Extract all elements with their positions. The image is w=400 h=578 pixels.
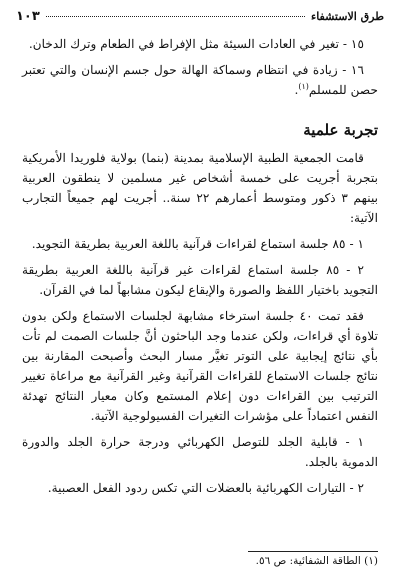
measure-item-2: ٢ - التيارات الكهربائية بالعضلات التي تكس ردود الفعل العصبية.: [47, 481, 364, 495]
measure-item-1: ١ - قابلية الجلد للتوصل الكهربائي ودرجة حرارة الجلد والدورة الدموية بالجلد.: [22, 435, 378, 469]
intro-paragraph: قامت الجمعية الطبية الإسلامية بمدينة (بنما) بولاية فلوريدا الأمريكية بتجربة أجريت على خمسة أشخاص غير مسلمين لا ينطقون العربية بينهم ٣ ذكور ومتوسط أعمارهم ٢٢ سنة.. أجريت لهم جميعاً التجارب الآتية:: [22, 151, 379, 225]
running-title: طرق الاستشفاء: [311, 9, 384, 23]
experiment-item-2: ٢ - ٨٥ جلسة استماع لقراءات غير قرآنية باللغة العربية بطريقة التجويد باختيار اللفظ والصورة والإيقاع ليكون مشابهاً لما في القرآن.: [22, 263, 378, 297]
footnote-reference: (١): [298, 81, 309, 91]
body-text: [22, 34, 378, 504]
footnote: (١) الطاقة الشفائية: ص ٥٦.: [255, 555, 378, 567]
experiment-item-1: ١ - ٨٥ جلسة استماع لقراءات قرآنية باللغة العربية بطريقة التجويد.: [31, 237, 364, 251]
footnote-separator: [248, 551, 378, 552]
section-heading: تجربة علمية: [303, 121, 378, 139]
running-header: [16, 8, 384, 24]
list-item-15: ١٥ - تغير في العادات السيئة مثل الإفراط في الطعام وترك الدخان.: [28, 37, 364, 51]
results-paragraph: فقد تمت ٤٠ جلسة استرخاء مشابهة لجلسات الاستماع ولكن بدون تلاوة أي قراءات، ولكن عندما وجد الباحثون أنَّ جلسات الصمت لم تأت بأي نتائج إيجابية على التوتر تغيَّر مسار البحث وأصبحت المقارنة بين نتائج جلسات الاستماع للقراءات القرآنية وغير القرآنية مع مراعاة تغيير الترتيب بين القراءات دون إعلام المستمع وكان معيار النتائج تهدئة النفس اعتماداً على مؤشرات التغيرات الفسيولوجية الآتية.: [22, 309, 378, 423]
list-item-16: ١٦ - زيادة في انتظام وسماكة الهالة حول جسم الإنسان والتي تعتبر حصن للمسلم$^{(١)}$.: [22, 63, 378, 97]
list-item-16-text: ١٦ - زيادة في انتظام وسماكة الهالة حول جسم الإنسان والتي تعتبر حصن للمسلم: [22, 63, 378, 97]
page-number: ١٠٣: [16, 8, 40, 24]
header-dot-leader: [46, 15, 305, 17]
